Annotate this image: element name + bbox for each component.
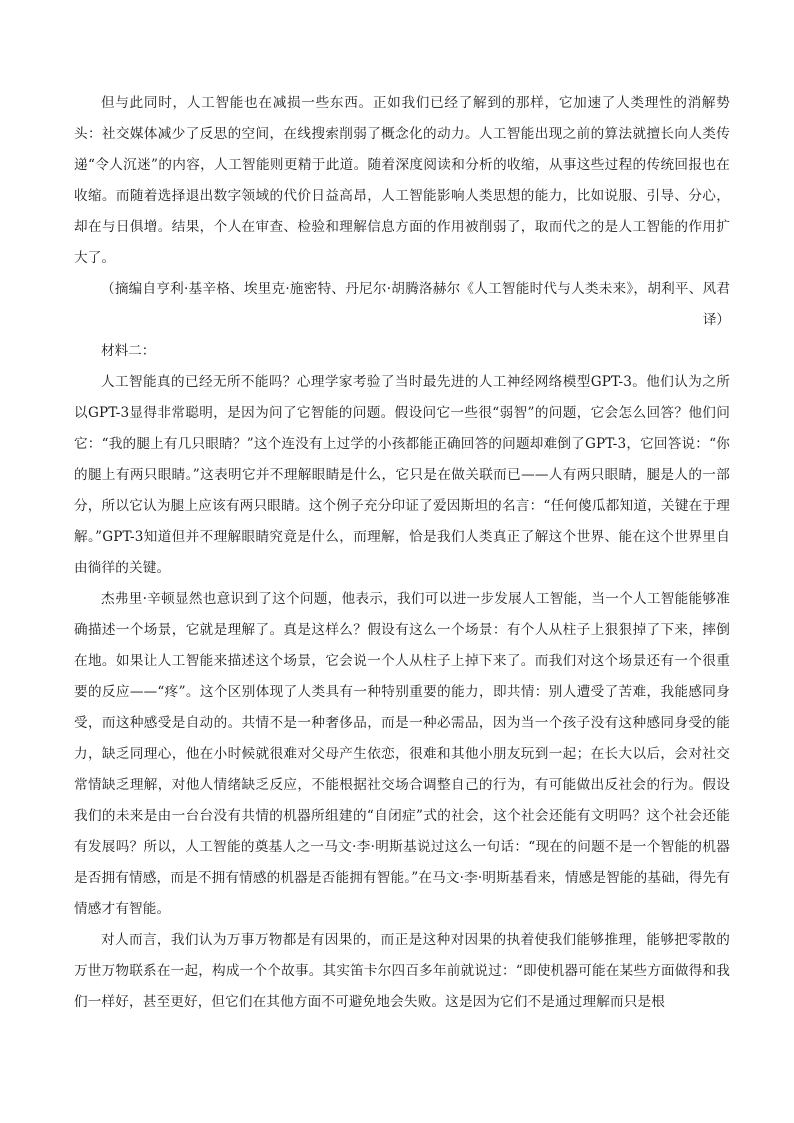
document-page — [74, 88, 730, 1018]
paragraph-ai-diminishes: 但与此同时，人工智能也在减损一些东西。正如我们已经了解到的那样，它加速了人类理性的消解势头：社交媒体减少了反思的空间，在线搜索削弱了概念化的动力。人工智能出现之前的算法就擅长向人类传递“令人沉迷”的内容，人工智能则更精于此道。随着深度阅读和分析的收缩，从事这些过程的传统回报也在收缩。而随着选择退出数字领域的代价日益高昂，人工智能影响人类思想的能力，比如说服、引导、分心，却在与日俱增。结果，个人在审查、检验和理解信息方面的作用被削弱了，取而代之的是人工智能的作用扩大了。 — [74, 95, 730, 266]
paragraph-empathy: 杰弗里·辛顿显然也意识到了这个问题，他表示，我们可以进一步发展人工智能，当一个人工智能能够准确描述一个场景，它就是理解了。真是这样么？假设有这么一个场景：有个人从柱子上狠狠掉了下来，摔倒在地。如果让人工智能来描述这个场景，它会说一个人从柱子上掉下来了。而我们对这个场景还有一个很重要的反应——“疼”。这个区别体现了人类具有一种特别重要的能力，即共情：别人遭受了苦难，我能感同身受，而这种感受是自动的。共情不是一种奢侈品，而是一种必需品，因为当一个孩子没有这种感同身受的能力，缺乏同理心，他在小时候就很难对父母产生依恋，很难和其他小朋友玩到一起；在长大以后，会对社交常情缺乏理解，对他人情绪缺乏反应，不能根据社交场合调整自己的行为，有可能做出反社会的行为。假设我们的未来是由一台台没有共情的机器所组建的“自闭症”式的社会，这个社会还能有文明吗？这个社会还能有发展吗？所以，人工智能的奠基人之一马文·李·明斯基说过这么一句话：“现在的问题不是一个智能的机器是否拥有情感，而是不拥有情感的机器是否能拥有智能。”在马文·李·明斯基看来，情感是智能的基础，得先有情感才有智能。 — [74, 591, 730, 917]
paragraph-causality: 对人而言，我们认为万事万物都是有因果的，而正是这种对因果的执着使我们能够推理，能够把零散的万世万物联系在一起，构成一个个故事。其实笛卡尔四百多年前就说过：“即使机器可能在某些方面做得和我们一样好，甚至更好，但它们在其他方面不可避免地会失败。这是因为它们不是通过理解而只是根 — [74, 932, 730, 1010]
source-citation: （摘编自亨利·基辛格、埃里克·施密特、丹尼尔·胡腾洛赫尔《人工智能时代与人类未来》，胡利平、风君译） — [101, 281, 730, 328]
material-two-heading: 材料二： — [101, 343, 156, 359]
paragraph-gpt3-eyes: 人工智能真的已经无所不能吗？心理学家考验了当时最先进的人工神经网络模型GPT-3。他们认为之所以GPT-3显得非常聪明，是因为问了它智能的问题。假设问它一些很“弱智”的问题，它会怎么回答？他们问它：“我的腿上有几只眼睛？”这个连没有上过学的小孩都能正确回答的问题却难倒了GPT-3，它回答说：“你的腿上有两只眼睛。”这表明它并不理解眼睛是什么，它只是在做关联而已——人有两只眼睛，腿是人的一部分，所以它认为腿上应该有两只眼睛。这个例子充分印证了爱因斯坦的名言：“任何傻瓜都知道，关键在于理解。”GPT-3知道但并不理解眼睛究竟是什么，而理解，恰是我们人类真正了解这个世界、能在这个世界里自由徜徉的关键。 — [74, 374, 730, 576]
